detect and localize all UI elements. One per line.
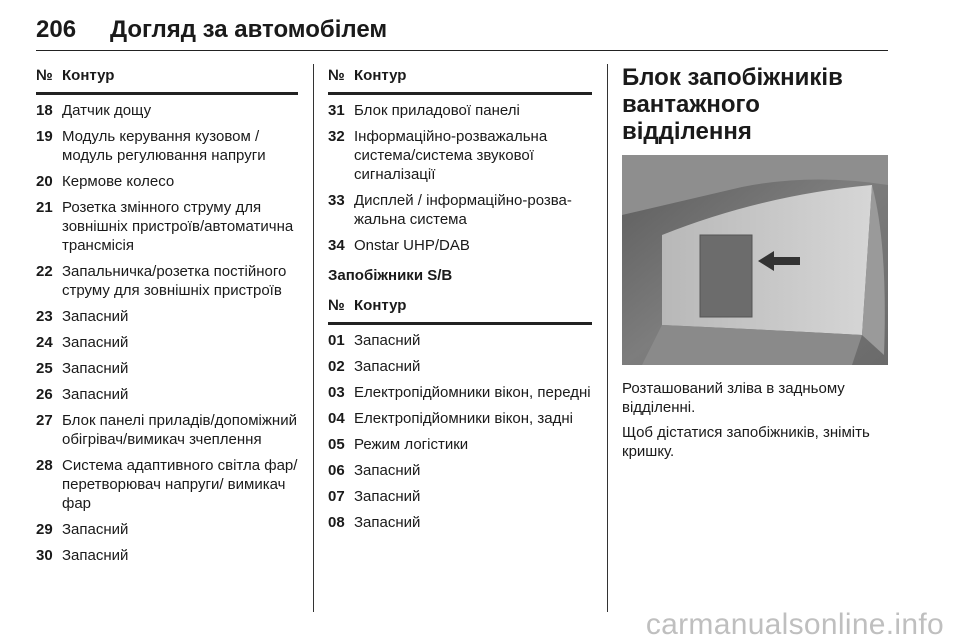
cargo-fuse-box-photo	[622, 155, 888, 365]
table-header	[328, 296, 592, 325]
fuse-circuit: Запасний	[62, 547, 129, 564]
fuse-number: 24	[36, 334, 53, 351]
table-row	[328, 513, 592, 532]
section-subheading: Запобіжники S/B	[328, 267, 453, 284]
fuse-number: 04	[328, 410, 345, 427]
fuse-number: 05	[328, 436, 345, 453]
fuse-number: 34	[328, 237, 345, 254]
table-body	[328, 331, 592, 532]
fuse-number: 03	[328, 384, 345, 401]
table-row	[36, 307, 298, 326]
header-num: №	[328, 297, 345, 314]
fuse-number: 33	[328, 192, 345, 209]
column-divider	[607, 64, 608, 612]
fuse-table-1	[36, 66, 298, 572]
fuse-circuit: Onstar UHP/DAB	[354, 237, 470, 254]
fuse-circuit: Електропідйомники вікон, задні	[354, 410, 573, 427]
fuse-number: 30	[36, 547, 53, 564]
table-row	[36, 520, 298, 539]
header-label: Контур	[62, 67, 115, 84]
fuse-circuit: Датчик дощу	[62, 102, 152, 119]
fuse-number: 26	[36, 386, 53, 403]
fuse-circuit: Запасний	[62, 308, 129, 325]
fuse-circuit: Запасний	[62, 360, 129, 377]
fuse-number: 02	[328, 358, 345, 375]
fuse-circuit: Режим логістики	[354, 436, 469, 453]
header-num: №	[36, 67, 53, 84]
table-row	[328, 101, 592, 120]
table-row	[36, 262, 298, 300]
table-row	[328, 191, 592, 229]
table-row	[36, 172, 298, 191]
fuse-table-2	[328, 66, 592, 539]
table-row	[36, 333, 298, 352]
table-row	[328, 383, 592, 402]
fuse-circuit: Система адаптивного світла фар/перетворювач напруги/ вимикач фар	[62, 457, 298, 512]
fuse-circuit: Запасний	[62, 334, 129, 351]
table-row	[328, 487, 592, 506]
fuse-number: 31	[328, 102, 345, 119]
fuse-circuit: Розетка змінного струму для зовнішніх пристроїв/автоматична трансмісія	[62, 199, 294, 254]
table-row	[328, 236, 592, 255]
table-row	[328, 357, 592, 376]
page-number: 206	[36, 16, 77, 43]
fuse-circuit: Запасний	[354, 514, 421, 531]
fuse-number: 20	[36, 173, 53, 190]
fuse-circuit: Запасний	[62, 386, 129, 403]
table-row	[328, 331, 592, 350]
fuse-circuit: Запальничка/розетка постійного струму для зовнішніх пристроїв	[62, 263, 287, 299]
table-row	[36, 411, 298, 449]
table-row	[328, 127, 592, 184]
page-header	[36, 14, 888, 51]
header-num: №	[328, 67, 345, 84]
table-row	[36, 127, 298, 165]
fuse-number: 22	[36, 263, 53, 280]
table-row	[36, 198, 298, 255]
fuse-circuit: Інформаційно-розважальна система/система звукової сигналізації	[354, 128, 548, 183]
fuse-circuit: Електропідйомники вікон, передні	[354, 384, 591, 401]
fuse-circuit: Блок приладової панелі	[354, 102, 520, 119]
fuse-circuit: Запасний	[62, 521, 129, 538]
paragraph: Щоб дістатися запобіжників, зніміть кришку.	[622, 424, 870, 460]
fuse-circuit: Кермове колесо	[62, 173, 175, 190]
fuse-number: 19	[36, 128, 53, 145]
fuse-circuit: Запасний	[354, 358, 421, 375]
table-row	[36, 359, 298, 378]
fuse-circuit: Блок панелі приладів/допоміжний обігрівач/вимикач зчеплення	[62, 412, 297, 448]
fuse-number: 08	[328, 514, 345, 531]
fuse-number: 28	[36, 457, 53, 474]
fuse-number: 29	[36, 521, 53, 538]
table-row	[328, 461, 592, 480]
table-body	[328, 101, 592, 255]
table-row	[328, 435, 592, 454]
page-title: Догляд за автомобілем	[110, 16, 388, 43]
fuse-circuit: Запасний	[354, 462, 421, 479]
table-row	[36, 546, 298, 565]
fuse-circuit: Модуль керування кузовом / модуль регулювання напруги	[62, 128, 266, 164]
table-row	[36, 456, 298, 513]
fuse-number: 01	[328, 332, 345, 349]
fuse-number: 32	[328, 128, 345, 145]
paragraph: Розташований зліва в задньому відділенні.	[622, 380, 845, 416]
table-row	[328, 409, 592, 428]
cargo-fuse-section	[622, 64, 888, 467]
fuse-circuit: Дисплей / інформаційно-розважальна система	[354, 192, 572, 228]
fuse-number: 21	[36, 199, 53, 216]
fuse-number: 07	[328, 488, 345, 505]
fuse-number: 27	[36, 412, 53, 429]
header-label: Контур	[354, 67, 407, 84]
header-label: Контур	[354, 297, 407, 314]
watermark: carmanualsonline.info	[645, 608, 944, 641]
fuse-number: 06	[328, 462, 345, 479]
section-title: Блок запобіжників вантажного відділення	[622, 64, 843, 145]
fuse-number: 18	[36, 102, 53, 119]
fuse-number: 23	[36, 308, 53, 325]
table-row	[36, 101, 298, 120]
fuse-number: 25	[36, 360, 53, 377]
table-body	[36, 101, 298, 565]
fuse-circuit: Запасний	[354, 488, 421, 505]
fuse-circuit: Запасний	[354, 332, 421, 349]
table-row	[36, 385, 298, 404]
table-header	[328, 66, 592, 95]
column-divider	[313, 64, 314, 612]
table-header	[36, 66, 298, 95]
